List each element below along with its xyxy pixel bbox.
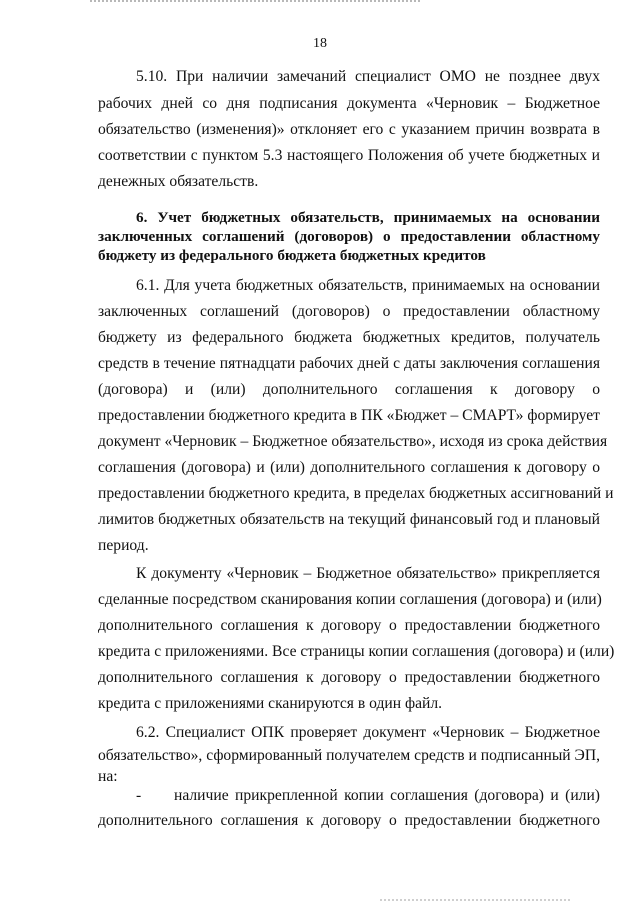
para-attachment-line: дополнительного соглашения к договору о предоставлении бюджетного (98, 669, 600, 686)
bullet-item-line: дополнительного соглашения к договору о предоставлении бюджетного (98, 812, 600, 829)
para-6-1-line: 6.1. Для учета бюджетных обязательств, принимаемых на основании (136, 277, 600, 294)
para-5-10-line: обязательство (изменения)» отклоняет его с указанием причин возврата в (98, 121, 600, 138)
para-6-1-line: (договора) и (или) дополнительного соглашения к договору о (98, 381, 600, 398)
scan-artifact-bottom (380, 899, 570, 904)
para-6-1-line: соглашения (договора) и (или) дополнительного соглашения к договору о (98, 459, 600, 476)
para-attachment-line: кредита с приложениями. Все страницы копии соглашения (договора) и (или) (98, 643, 615, 660)
para-6-2-line: обязательство», сформированный получателем средств и подписанный ЭП, (98, 747, 600, 764)
para-6-1-line: предоставлении бюджетного кредита в ПК «Бюджет – СМАРТ» формирует (98, 407, 600, 424)
para-attachment-line: сделанные посредством сканирования копии соглашения (договора) и (или) (98, 591, 602, 608)
section-6-heading: 6. Учет бюджетных обязательств, принимаемых на основании (136, 209, 600, 226)
para-6-1-line: предоставлении бюджетного кредита, в пределах бюджетных ассигнований и (98, 485, 614, 502)
section-6-heading: заключенных соглашений (договоров) о предоставлении областному (98, 228, 600, 245)
para-attachment-line: К документу «Черновик – Бюджетное обязательство» прикрепляется (136, 565, 600, 582)
para-6-1-line: период. (98, 537, 149, 554)
para-5-10-line: 5.10. При наличии замечаний специалист ОМО не позднее двух (136, 68, 600, 85)
page-number: 18 (313, 36, 327, 51)
scan-artifact-top (90, 0, 420, 5)
para-6-2-line: на: (98, 768, 118, 785)
para-6-1-line: лимитов бюджетных обязательств на текущий финансовый год и плановый (98, 511, 600, 528)
para-6-1-line: средств в течение пятнадцати рабочих дней с даты заключения соглашения (98, 355, 600, 372)
para-6-2-line: 6.2. Специалист ОПК проверяет документ «Черновик – Бюджетное (136, 724, 600, 741)
para-5-10-line: соответствии с пунктом 5.3 настоящего Положения об учете бюджетных и (98, 147, 600, 164)
para-6-1-line: бюджету из федерального бюджета бюджетных кредитов, получатель (98, 329, 600, 346)
para-5-10-line: рабочих дней со дня подписания документа «Черновик – Бюджетное (98, 95, 600, 112)
list-dash: - (136, 787, 142, 804)
para-6-1-line: документ «Черновик – Бюджетное обязательство», исходя из срока действия (98, 433, 608, 450)
para-5-10-line: денежных обязательств. (98, 173, 259, 190)
para-attachment-line: дополнительного соглашения к договору о предоставлении бюджетного (98, 617, 600, 634)
section-6-heading: бюджету из федерального бюджета бюджетных кредитов (98, 247, 486, 264)
para-6-1-line: заключенных соглашений (договоров) о предоставлении областному (98, 303, 600, 320)
bullet-item-line: наличие прикрепленной копии соглашения (договора) и (или) (174, 787, 600, 804)
para-attachment-line: кредита с приложениями сканируются в один файл. (98, 695, 443, 712)
